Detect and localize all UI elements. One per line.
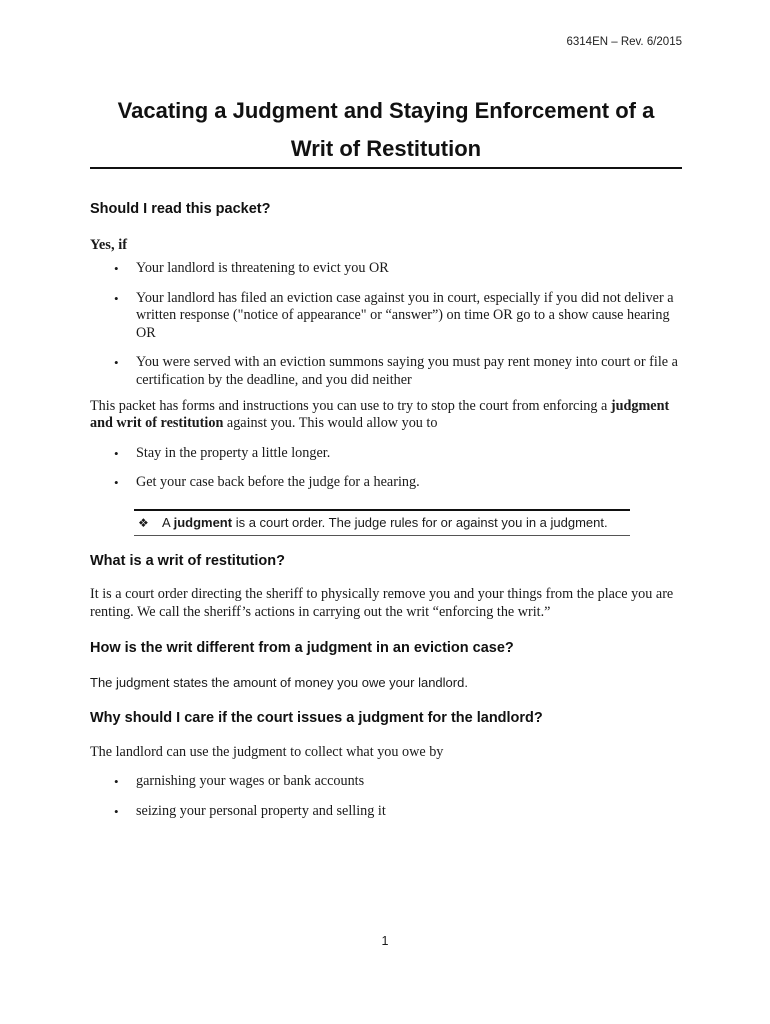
diamond-bullet-icon: ❖ [138,515,149,530]
bullet-icon: • [114,803,119,819]
heading-should-i-read: Should I read this packet? [90,201,271,217]
list-item: • Get your case back before the judge for a hearing. [114,474,420,491]
writ-definition: It is a court order directing the sheriff to physically remove you and your things from the place you are renting. We call the sheriff’s actions in carrying out the writ “enforcing the writ.” [90,585,674,620]
collect-text: The landlord can use the judgment to collect what you owe by [90,743,444,760]
heading-why-care: Why should I care if the court issues a judgment for the landlord? [90,709,543,726]
conditions-list [90,260,682,390]
list-item: • Your landlord is threatening to evict you OR [114,260,389,276]
heading-writ-vs-judgment: How is the writ different from a judgment in an eviction case? [90,640,514,657]
form-id: 6314EN – Rev. 6/2015 [566,36,682,48]
heading-writ-of-restitution: What is a writ of restitution? [90,552,285,569]
list-item: • seizing your personal property and selling it [114,802,386,819]
list-item: • Stay in the property a little longer. [114,444,331,461]
list-item: • You were served with an eviction summons saying you must pay rent money into court or file a certification by the deadline, and you did neither [114,354,678,388]
bullet-icon: • [114,445,119,461]
title-line-1: Vacating a Judgment and Staying Enforcement of a [117,98,655,123]
document-title [90,92,682,168]
bullet-icon: • [114,261,119,276]
bullet-icon: • [114,355,119,371]
judgment-note: ❖ A judgment is a court order. The judge rules for or against you in a judgment. [134,509,630,536]
bullet-icon: • [114,475,119,491]
allow-list [90,445,682,492]
bullet-icon: • [114,290,119,306]
list-item: • garnishing your wages or bank accounts [114,773,365,790]
yes-if-label: Yes, if [90,237,128,253]
document-body [90,201,682,821]
judgment-amount-text: The judgment states the amount of money you owe your landlord. [90,675,468,691]
page-number: 1 [381,934,389,948]
title-divider [90,167,682,169]
title-line-2: Writ of Restitution [290,136,482,161]
packet-description: This packet has forms and instructions you can use to try to stop the court from enforcing a judgment and writ of restitution against you. This would allow you to [90,397,670,432]
collection-methods-list [90,773,682,820]
list-item: • Your landlord has filed an eviction case against you in court, especially if you did not deliver a written response ("notice of appearance" or “answer”) on time OR go to a show cause hearing OR [114,289,674,341]
bullet-icon: • [114,774,119,790]
